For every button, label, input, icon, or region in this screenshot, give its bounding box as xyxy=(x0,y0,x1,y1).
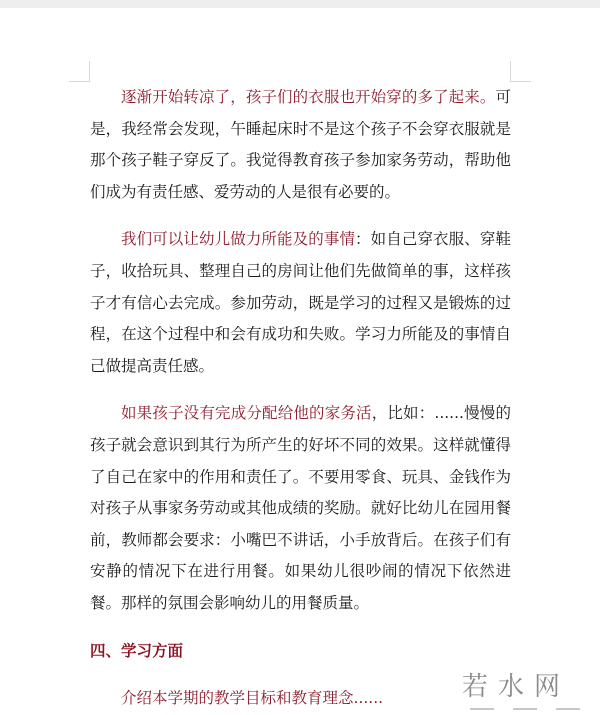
paragraph-2-body: ：如自己穿衣服、穿鞋子，收拾玩具、整理自己的房间让他们先做简单的事，这样孩子才有信心去完成。参加劳动，既是学习的过程又是锻炼的过程，在这个过程中和会有成功和失败。学习力所能及的事情自己做提高责任感。 xyxy=(90,230,511,375)
paragraph-2 xyxy=(90,224,511,382)
page-corner-mark-top-right xyxy=(510,61,531,82)
watermark-subtext-segment xyxy=(556,708,580,710)
paragraph-3-highlight: 如果孩子没有完成分配给他的家务活 xyxy=(121,404,372,423)
paragraph-3 xyxy=(90,398,511,619)
paragraph-1-body: 可是，我经常会发现，午睡起床时不是这个孩子不会穿衣服就是那个孩子鞋子穿反了。我觉得教育孩子参加家务劳动，帮助他们成为有责任感、爱劳动的人是很有必要的。 xyxy=(90,88,511,201)
watermark-subtext-segment xyxy=(470,708,494,710)
document-page xyxy=(90,82,511,715)
watermark-subtext-segment xyxy=(513,708,537,710)
section-intro: 介绍本学期的教学目标和教育理念...... xyxy=(121,689,384,708)
section-heading: 四、学习方面 xyxy=(90,641,184,660)
paragraph-1-highlight: 逐渐开始转凉了，孩子们的衣服也开始穿的多了起来。 xyxy=(121,88,496,106)
paragraph-2-highlight: 我们可以让幼儿做力所能及的事情 xyxy=(121,230,356,249)
paragraph-3-body: ，比如：......慢慢的孩子就会意识到其行为所产生的好坏不同的效果。这样就懂得了自己在家中的作用和责任了。不要用零食、玩具、金钱作为对孩子从事家务劳动或其他成绩的奖励。就好比幼儿在园用餐前，教师都会要求：小嘴巴不讲话，小手放背后。在孩子们有安静的情况下在进行用餐。如果幼儿很吵闹的情况下依然进餐。那样的氛围会影响幼儿的用餐质量。 xyxy=(90,404,511,612)
viewer-top-band xyxy=(0,0,600,8)
watermark-subtext xyxy=(470,705,580,711)
paragraph-1 xyxy=(90,82,511,208)
watermark-logo: 若水网 xyxy=(462,672,571,702)
page-corner-mark-top-left xyxy=(69,61,90,82)
